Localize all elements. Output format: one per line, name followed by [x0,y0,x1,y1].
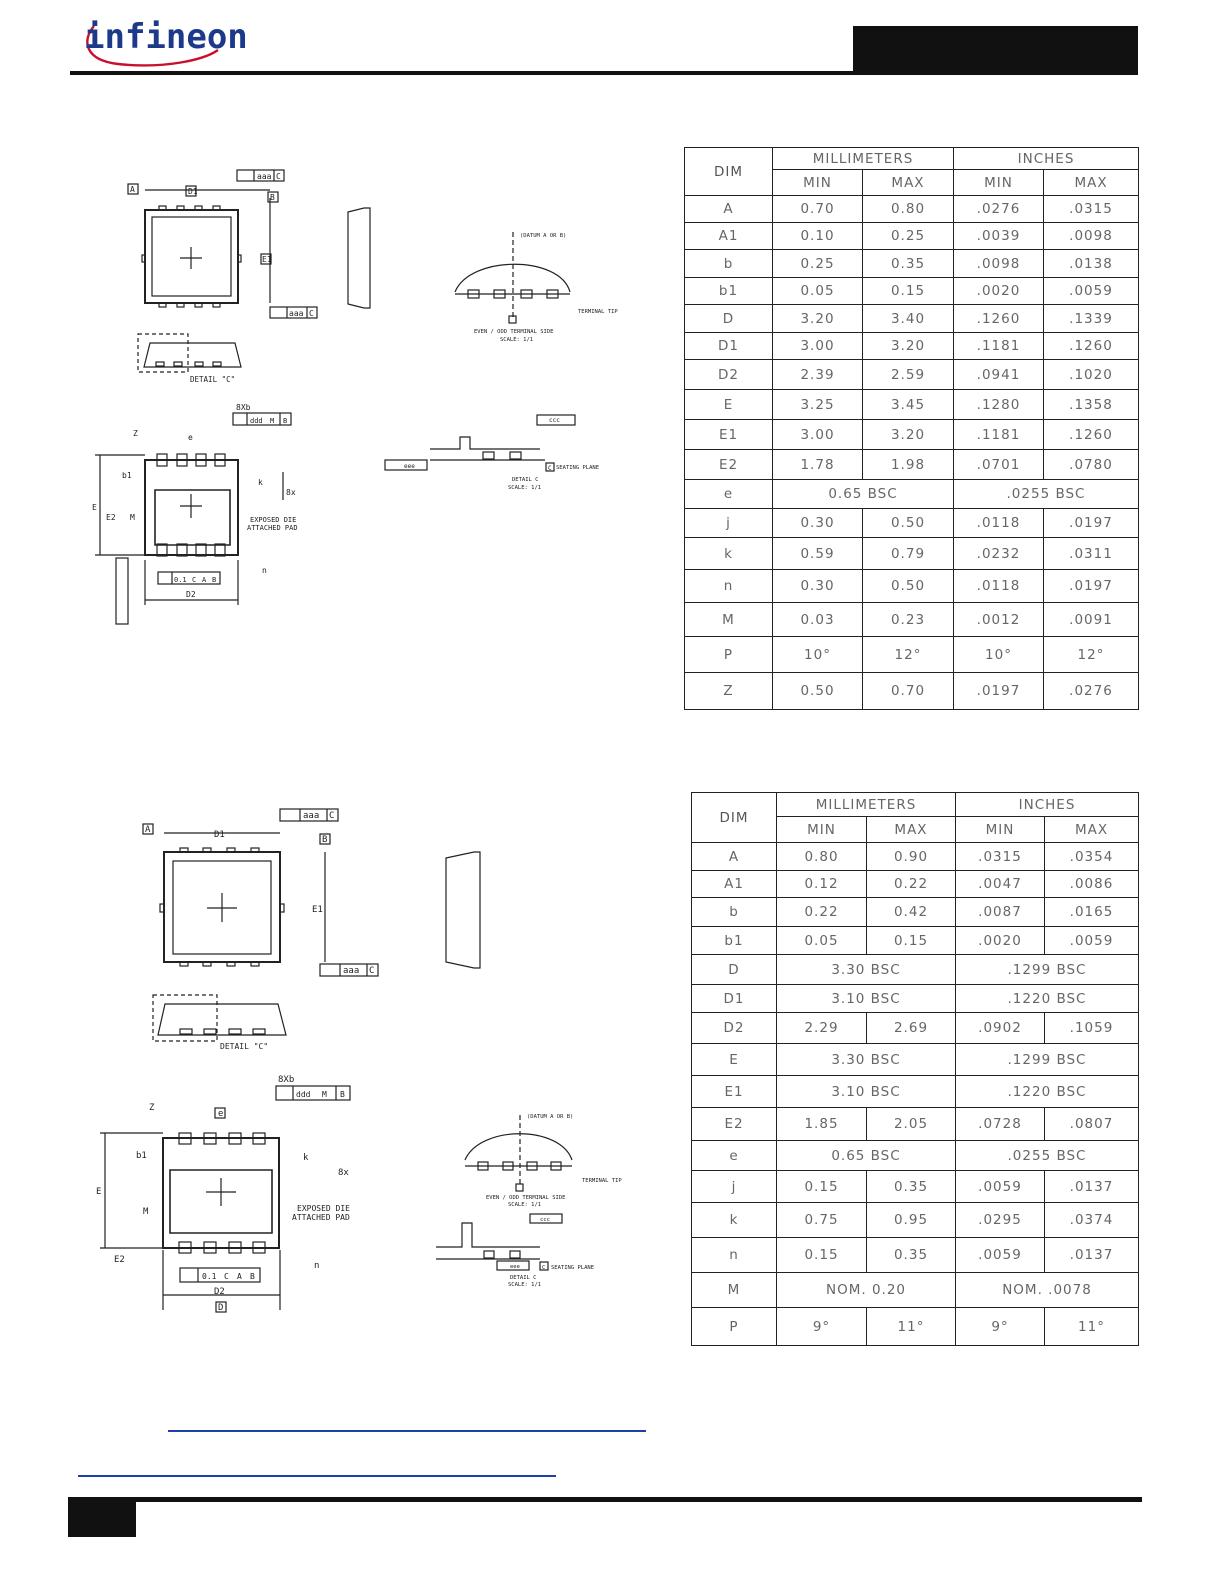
mm-max-cell: 0.25 [863,223,954,250]
mm-max-cell: 0.70 [863,673,954,710]
in-min-cell: .0012 [954,603,1044,637]
d1-datum-b: B [270,193,275,202]
in-max-cell: .0276 [1044,673,1139,710]
mm-max-cell: 0.15 [867,927,956,955]
t1-hdr-inch: INCHES [954,148,1139,170]
dimension-table-1 [684,147,1139,710]
in-min-cell: .0118 [954,509,1044,538]
dim-cell: e [685,480,773,509]
in-max-cell: 11° [1045,1308,1139,1346]
d2-detail-c: DETAIL C [510,1275,537,1281]
mm-min-cell: 0.03 [773,603,863,637]
drawing2-terminal-view [465,1134,572,1160]
d1-exposed-pad: EXPOSED DIE [250,516,297,524]
in-span-cell: .0255 BSC [954,480,1139,509]
mm-min-cell: 3.20 [773,305,863,333]
in-min-cell: .0295 [956,1203,1045,1238]
t1-hdr-dim: DIM [685,148,773,196]
in-min-cell: .0087 [956,898,1045,927]
mm-max-cell: 2.05 [867,1108,956,1141]
d1-k: k [258,478,263,487]
d2-fcf2-c: C [224,1272,229,1281]
table-row [685,360,1139,390]
in-min-cell: 9° [956,1308,1045,1346]
mm-span-cell: 3.30 BSC [777,1044,956,1076]
in-max-cell: .0374 [1045,1203,1139,1238]
mm-min-cell: 2.29 [777,1013,867,1044]
d2-fcf-c: C [329,811,335,821]
table-row [685,450,1139,480]
mm-max-cell: 0.35 [867,1171,956,1203]
dim-cell: b1 [692,927,777,955]
d2-seating-plane: SEATING PLANE [551,1265,595,1271]
table-row [685,509,1139,538]
d2-dim-d1: D1 [214,830,225,840]
dim-cell: j [692,1171,777,1203]
mm-max-cell: 3.20 [863,333,954,360]
d1-fcf2-b: B [212,576,217,584]
dim-cell: E [692,1044,777,1076]
in-min-cell: .1181 [954,333,1044,360]
in-min-cell: .0020 [954,278,1044,305]
in-max-cell: .0807 [1045,1108,1139,1141]
d1-ddd-b: B [283,417,288,425]
d2-z: Z [149,1103,155,1113]
d1-n: n [262,566,267,575]
in-min-cell: .1260 [954,305,1044,333]
in-max-cell: .0059 [1045,927,1139,955]
d1-ddd: ddd [250,417,263,425]
in-max-cell: .0138 [1044,250,1139,278]
d2-even-odd: EVEN / ODD TERMINAL SIDE [486,1195,566,1201]
in-max-cell: .0137 [1045,1171,1139,1203]
in-max-cell: .0197 [1044,509,1139,538]
table-row [692,1308,1139,1346]
mm-max-cell: 0.95 [867,1203,956,1238]
d2-datum-a: A [145,825,151,835]
drawing1-top-view [128,170,317,318]
d2-k: k [303,1153,309,1163]
table-row [692,1203,1139,1238]
d2-e2-dim: E2 [114,1255,125,1265]
t1-hdr-mm-min: MIN [773,170,863,196]
d1-d2-dim: D2 [186,590,196,599]
table-row [685,480,1139,509]
d1-fcf2: 0.1 [174,576,187,584]
d1-8x: 8x [286,488,296,497]
mm-max-cell: 11° [867,1308,956,1346]
dim-cell: b [692,898,777,927]
d2-fcf2-a: A [237,1272,242,1281]
d2-e-dim: E [96,1187,102,1197]
footer-rule [68,1497,1142,1502]
dim-cell: P [692,1308,777,1346]
in-min-cell: .0039 [954,223,1044,250]
t1-hdr-mm: MILLIMETERS [773,148,954,170]
d1-fcf-c: C [276,172,281,181]
in-max-cell: .0098 [1044,223,1139,250]
dim-cell: b1 [685,278,773,305]
table-row [692,1076,1139,1108]
d1-8xb: 8Xb [236,403,251,412]
d2-exposed-pad2: ATTACHED PAD [292,1213,350,1222]
d1-dim-e1: E1 [262,255,272,264]
in-max-cell: 12° [1044,637,1139,673]
d1-fcf2-a: A [202,576,207,584]
in-span-cell: .1220 BSC [956,985,1139,1013]
d1-eee: eee [404,463,415,470]
table-row [685,570,1139,603]
in-max-cell: .1339 [1044,305,1139,333]
table-row [692,985,1139,1013]
d1-z: Z [133,429,138,438]
drawing1-side-view [348,208,370,308]
in-span-cell: .0255 BSC [956,1141,1139,1171]
mm-max-cell: 3.45 [863,390,954,420]
mm-max-cell: 0.23 [863,603,954,637]
in-max-cell: .0780 [1044,450,1139,480]
mm-max-cell: 0.22 [867,871,956,898]
d2-c: C [542,1265,546,1271]
d1-scale: SCALE: 1/1 [500,337,534,343]
dim-cell: A1 [692,871,777,898]
table-row [692,1141,1139,1171]
d1-datum-note: (DATUM A OR B) [520,233,567,239]
in-min-cell: .0232 [954,538,1044,570]
table-row [685,223,1139,250]
dim-cell: j [685,509,773,538]
mm-max-cell: 0.79 [863,538,954,570]
in-max-cell: .0059 [1044,278,1139,305]
in-min-cell: .0941 [954,360,1044,390]
d1-e: e [188,433,193,442]
d1-c: C [548,465,552,472]
mm-span-cell: 3.10 BSC [777,985,956,1013]
d2-datum-b: B [322,835,328,845]
dim-cell: E [685,390,773,420]
d2-ccc: ccc [540,1217,550,1223]
table-row [685,250,1139,278]
table-row [692,843,1139,871]
mm-min-cell: 0.05 [777,927,867,955]
d1-detail-callout: DETAIL "C" [190,375,236,384]
t1-hdr-in-max: MAX [1044,170,1139,196]
d2-dim-e1: E1 [312,905,323,915]
mm-min-cell: 10° [773,637,863,673]
mm-max-cell: 2.59 [863,360,954,390]
mm-min-cell: 9° [777,1308,867,1346]
d1-seating-plane: SEATING PLANE [556,465,600,471]
in-span-cell: NOM. .0078 [956,1273,1139,1308]
drawing1-detail-c [430,437,540,449]
mm-min-cell: 1.78 [773,450,863,480]
mm-max-cell: 3.20 [863,420,954,450]
d2-8x: 8x [338,1168,349,1178]
mm-min-cell: 0.30 [773,570,863,603]
in-span-cell: .1299 BSC [956,1044,1139,1076]
mm-span-cell: 3.30 BSC [777,955,956,985]
mm-span-cell: 0.65 BSC [777,1141,956,1171]
dim-cell: M [685,603,773,637]
mm-min-cell: 0.70 [773,196,863,223]
in-max-cell: .0197 [1044,570,1139,603]
in-min-cell: .0118 [954,570,1044,603]
d2-ddd-b: B [340,1090,345,1099]
hyperlink-underline-1[interactable] [168,1430,646,1432]
d1-e2-dim: E2 [106,513,116,522]
mm-max-cell: 12° [863,637,954,673]
table-row [685,278,1139,305]
mm-min-cell: 0.15 [777,1238,867,1273]
in-max-cell: .1260 [1044,333,1139,360]
table-row [685,538,1139,570]
mm-min-cell: 1.85 [777,1108,867,1141]
t2-hdr-inch: INCHES [956,793,1139,817]
mm-max-cell: 0.42 [867,898,956,927]
mm-max-cell: 0.50 [863,509,954,538]
in-max-cell: .0315 [1044,196,1139,223]
mm-max-cell: 0.15 [863,278,954,305]
dim-cell: k [692,1203,777,1238]
d1-fcf2-c: C [192,576,197,584]
d1-datum-a: A [130,185,135,194]
dim-cell: E1 [692,1076,777,1108]
dim-cell: n [692,1238,777,1273]
mm-min-cell: 0.50 [773,673,863,710]
d1-ccc: ccc [549,417,560,424]
in-max-cell: .1020 [1044,360,1139,390]
dim-cell: D [692,955,777,985]
in-min-cell: .0197 [954,673,1044,710]
mm-min-cell: 0.15 [777,1171,867,1203]
dim-cell: D2 [685,360,773,390]
t1-hdr-in-min: MIN [954,170,1044,196]
in-min-cell: .0020 [956,927,1045,955]
dimension-table-2 [691,792,1139,1346]
in-min-cell: .0315 [956,843,1045,871]
mm-span-cell: 3.10 BSC [777,1076,956,1108]
table-row [685,196,1139,223]
d2-ddd: ddd [296,1090,311,1099]
d2-detail-scale: SCALE: 1/1 [508,1282,542,1288]
dim-cell: k [685,538,773,570]
d2-fcf-aaa: aaa [303,811,320,821]
in-span-cell: .1220 BSC [956,1076,1139,1108]
in-max-cell: .0354 [1045,843,1139,871]
table-row [685,305,1139,333]
mm-max-cell: 0.35 [863,250,954,278]
in-min-cell: .0728 [956,1108,1045,1141]
mm-min-cell: 0.59 [773,538,863,570]
t2-hdr-in-max: MAX [1045,817,1139,843]
mm-span-cell: NOM. 0.20 [777,1273,956,1308]
dim-cell: A1 [685,223,773,250]
mm-min-cell: 3.25 [773,390,863,420]
dim-cell: D1 [692,985,777,1013]
header-black-block [853,26,1138,75]
drawing2-detail-c [436,1223,540,1247]
t1-hdr-mm-max: MAX [863,170,954,196]
in-max-cell: .1358 [1044,390,1139,420]
mm-min-cell: 2.39 [773,360,863,390]
in-max-cell: .0311 [1044,538,1139,570]
d1-ddd-m: M [270,417,275,425]
d1-even-odd: EVEN / ODD TERMINAL SIDE [474,329,554,335]
d2-fcf-c2: C [369,966,375,976]
mm-min-cell: 3.00 [773,420,863,450]
dim-cell: Z [685,673,773,710]
d2-n: n [314,1261,320,1271]
dim-cell: n [685,570,773,603]
t2-hdr-mm-max: MAX [867,817,956,843]
in-min-cell: .0701 [954,450,1044,480]
footer-black-block [68,1497,136,1537]
d2-eee: eee [510,1264,520,1270]
table-row [692,871,1139,898]
table-row [692,1238,1139,1273]
d2-terminal-tip: TERMINAL TIP [582,1178,622,1184]
mm-min-cell: 0.05 [773,278,863,305]
d2-detail-callout: DETAIL "C" [220,1042,269,1051]
d2-fcf2: 0.1 [202,1272,217,1281]
dim-cell: M [692,1273,777,1308]
in-max-cell: .0091 [1044,603,1139,637]
mm-min-cell: 0.12 [777,871,867,898]
table-row [685,390,1139,420]
in-min-cell: .1280 [954,390,1044,420]
in-min-cell: .0047 [956,871,1045,898]
drawing2-side-view [446,852,480,968]
d2-b1: b1 [136,1151,147,1161]
d1-exposed-pad2: ATTACHED PAD [247,524,298,532]
table-row [685,603,1139,637]
mm-max-cell: 1.98 [863,450,954,480]
table-row [685,673,1139,710]
mm-min-cell: 0.22 [777,898,867,927]
mm-min-cell: 0.75 [777,1203,867,1238]
in-min-cell: .0098 [954,250,1044,278]
t2-hdr-dim: DIM [692,793,777,843]
table-row [685,637,1139,673]
dim-cell: E1 [685,420,773,450]
d1-detail-c: DETAIL C [512,477,539,483]
table-row [692,927,1139,955]
drawing2-top-view [143,809,378,976]
in-min-cell: .0059 [956,1171,1045,1203]
mm-max-cell: 0.90 [867,843,956,871]
mm-min-cell: 0.30 [773,509,863,538]
dim-cell: E2 [692,1108,777,1141]
mm-min-cell: 3.00 [773,333,863,360]
d1-terminal-tip: TERMINAL TIP [578,309,618,315]
d2-8xb: 8Xb [278,1075,295,1085]
mm-max-cell: 0.35 [867,1238,956,1273]
d2-datum-note: (DATUM A OR B) [527,1114,574,1120]
d1-e-dim: E [92,503,97,512]
package-outline-drawings [0,0,680,1340]
d2-fcf2-b: B [250,1272,255,1281]
mm-max-cell: 3.40 [863,305,954,333]
mm-min-cell: 0.10 [773,223,863,250]
dim-cell: D1 [685,333,773,360]
d2-exposed-pad: EXPOSED DIE [297,1204,350,1213]
d2-ddd-m: M [322,1090,327,1099]
table-row [692,1273,1139,1308]
in-max-cell: .1059 [1045,1013,1139,1044]
d2-scale: SCALE: 1/1 [508,1202,542,1208]
mm-max-cell: 0.50 [863,570,954,603]
in-min-cell: .1181 [954,420,1044,450]
table-row [685,420,1139,450]
mm-min-cell: 0.25 [773,250,863,278]
d2-m-dim: M [143,1207,149,1217]
mm-min-cell: 0.80 [777,843,867,871]
d1-fcf-aaa2: aaa [289,309,304,318]
d2-d-dim: D [218,1303,224,1313]
in-min-cell: .0276 [954,196,1044,223]
dim-cell: A [685,196,773,223]
d2-e: e [218,1109,224,1119]
d1-m-dim: M [130,513,135,522]
d2-d2-dim: D2 [214,1287,225,1297]
t2-hdr-mm: MILLIMETERS [777,793,956,817]
table-row [692,1171,1139,1203]
d1-b1: b1 [122,471,132,480]
t2-hdr-mm-min: MIN [777,817,867,843]
in-max-cell: .0086 [1045,871,1139,898]
dim-cell: A [692,843,777,871]
in-span-cell: .1299 BSC [956,955,1139,985]
d2-fcf-aaa2: aaa [343,966,360,976]
in-max-cell: .0137 [1045,1238,1139,1273]
d1-dim-d1: D1 [188,187,198,196]
table-row [685,333,1139,360]
in-max-cell: .0165 [1045,898,1139,927]
dim-cell: D2 [692,1013,777,1044]
d1-detail-scale: SCALE: 1/1 [508,485,542,491]
dim-cell: P [685,637,773,673]
mm-max-cell: 2.69 [867,1013,956,1044]
table-row [692,1108,1139,1141]
dim-cell: e [692,1141,777,1171]
d1-fcf-aaa: aaa [257,172,272,181]
table-row [692,1044,1139,1076]
table-row [692,955,1139,985]
hyperlink-underline-2[interactable] [78,1475,556,1477]
in-min-cell: .0059 [956,1238,1045,1273]
dim-cell: D [685,305,773,333]
in-min-cell: 10° [954,637,1044,673]
mm-max-cell: 0.80 [863,196,954,223]
logo-wordmark: infineon [84,17,248,57]
mm-span-cell: 0.65 BSC [773,480,954,509]
d1-fcf-c2: C [309,309,314,318]
in-min-cell: .0902 [956,1013,1045,1044]
t2-hdr-in-min: MIN [956,817,1045,843]
dim-cell: E2 [685,450,773,480]
dim-cell: b [685,250,773,278]
table-row [692,1013,1139,1044]
table-row [692,898,1139,927]
in-max-cell: .1260 [1044,420,1139,450]
